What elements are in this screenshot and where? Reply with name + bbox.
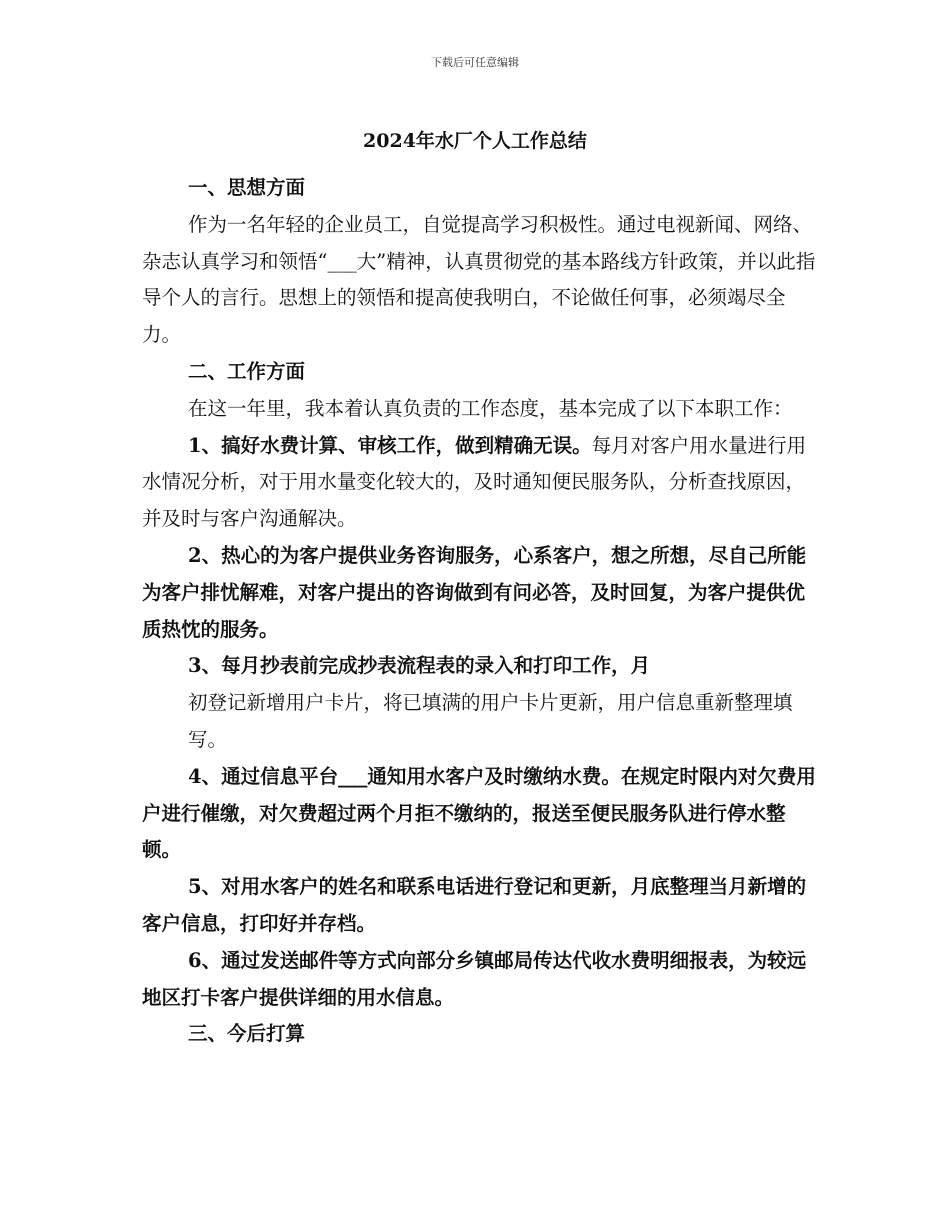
work-item-3-lead: 3、每月抄表前完成抄表流程表的录入和打印工作，月 [188, 654, 651, 678]
paragraph-work-intro: 在这一年里，我本着认真负责的工作态度，基本完成了以下本职工作： [188, 396, 793, 420]
header-note: 下载后可任意编辑 [431, 56, 519, 69]
section-heading-work: 二、工作方面 [188, 359, 306, 383]
work-item-3-body: 初登记新增用户卡片，将已填满的用户卡片更新，用户信息重新整理填写。 [188, 691, 793, 751]
work-item-2: 2、热心的为客户提供业务咨询服务，心系客户，想之所想，尽自己所能为客户排忧解难，对客户提出的咨询做到有问必答，及时回复，为客户提供优质热忱的服务。 [142, 543, 807, 641]
work-item-1 [142, 428, 822, 538]
document-body [142, 170, 822, 1053]
work-item-1-body: 每月对客户用水量进行用水情况分析，对于用水量变化较大的，及时通知便民服务队，分析查找原因，并及时与客户沟通解决。 [142, 433, 807, 531]
work-item-5: 5、对用水客户的姓名和联系电话进行登记和更新，月底整理当月新增的客户信息，打印好并存档。 [142, 875, 807, 935]
work-item-4: 4、通过信息平台___通知用水客户及时缴纳水费。在规定时限内对欠费用户进行催缴，对欠费超过两个月拒不缴纳的，报送至便民服务队进行停水整顿。 [142, 764, 816, 862]
paragraph-thought: 作为一名年轻的企业员工，自觉提高学习积极性。通过电视新闻、网络、杂志认真学习和领悟“___大”精神，认真贯彻党的基本路线方针政策，并以此指导个人的言行。思想上的领悟和提高使我明白，不论做任何事，必须竭尽全力。 [142, 212, 816, 347]
document-title: 2024年水厂个人工作总结 [363, 130, 587, 152]
work-item-6: 6、通过发送邮件等方式向部分乡镇邮局传达代收水费明细报表，为较远地区打卡客户提供详细的用水信息。 [142, 948, 807, 1009]
section-heading-thought: 一、思想方面 [188, 176, 306, 199]
work-item-1-lead: 1、搞好水费计算、审核工作，做到精确无误。 [188, 433, 592, 457]
section-heading-plan: 三、今后打算 [188, 1022, 306, 1046]
